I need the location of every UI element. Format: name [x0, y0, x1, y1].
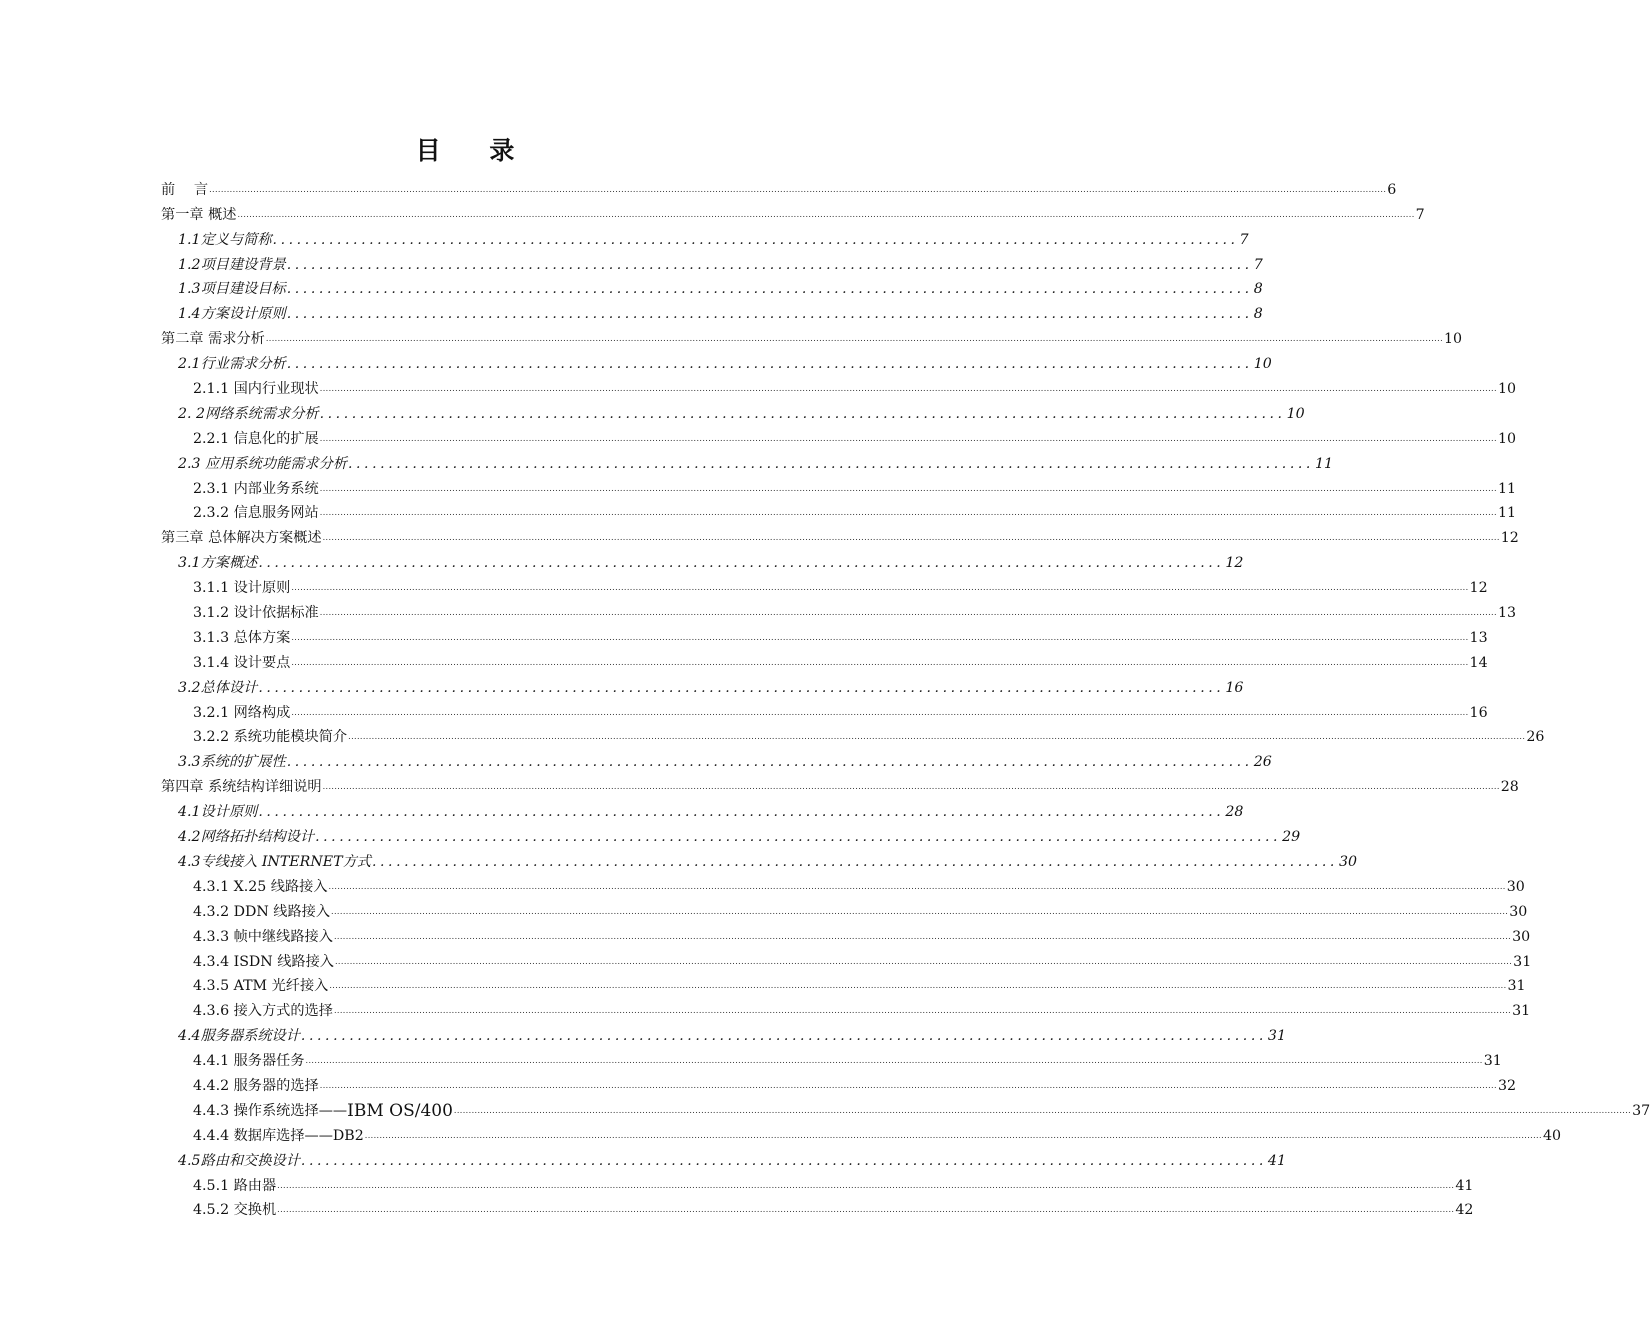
- toc-entry[interactable]: [161, 796, 1244, 821]
- dot-leader: ........................................................................................................................: [286, 306, 1253, 323]
- dot-leader: ................................................................................................................................................................................................................................................................................................................................................................................................................: [209, 184, 1387, 194]
- dot-leader: ........................................................................................................................: [286, 256, 1253, 273]
- dot-leader: ................................................................................................................................................................................................................................................................................................................................................................................................................: [291, 707, 1469, 717]
- toc-entry-page-number: 10: [1497, 381, 1516, 398]
- toc-entry-page-number: 7: [1415, 206, 1425, 223]
- toc-entry-page-number: 30: [1509, 903, 1528, 920]
- dot-leader: ........................................................................................................................: [315, 829, 1282, 846]
- toc-entry-title: 4.3.1 X.25 线路接入: [193, 878, 328, 895]
- toc-entry-page-number: 28: [1225, 804, 1244, 821]
- dot-leader: ................................................................................................................................................................................................................................................................................................................................................................................................................: [291, 583, 1469, 593]
- toc-entry[interactable]: [161, 174, 1397, 199]
- toc-entry-title: 第二章 需求分析: [161, 331, 265, 348]
- dot-leader: ................................................................................................................................................................................................................................................................................................................................................................................................................: [334, 956, 1513, 966]
- toc-entry-page-number: 31: [1483, 1053, 1502, 1070]
- dot-leader: ........................................................................................................................: [258, 555, 1225, 572]
- toc-entry[interactable]: [161, 622, 1488, 647]
- toc-entry-page-number: 26: [1526, 729, 1545, 746]
- toc-entry-page-number: 40: [1542, 1127, 1561, 1144]
- toc-entry-title: 4.3.6 接入方式的选择: [193, 1003, 333, 1020]
- toc-entry[interactable]: [161, 995, 1531, 1020]
- toc-entry[interactable]: [161, 871, 1525, 896]
- toc-entry[interactable]: [161, 722, 1545, 747]
- dot-leader: ................................................................................................................................................................................................................................................................................................................................................................................................................: [291, 657, 1469, 667]
- dot-leader: ........................................................................................................................: [258, 679, 1225, 696]
- dot-leader: ................................................................................................................................................................................................................................................................................................................................................................................................................: [322, 533, 1500, 543]
- dot-leader: ................................................................................................................................................................................................................................................................................................................................................................................................................: [328, 881, 1506, 891]
- toc-entry-title: 2.2.1 信息化的扩展: [193, 430, 319, 447]
- toc-entry[interactable]: [161, 373, 1516, 398]
- toc-entry-title: 4.3专线接入 INTERNET方式: [178, 853, 371, 870]
- toc-entry-title: 4.4.2 服务器的选择: [193, 1077, 319, 1094]
- dot-leader: ................................................................................................................................................................................................................................................................................................................................................................................................................: [277, 1180, 1455, 1190]
- toc-entry-page-number: 37: [1632, 1102, 1650, 1119]
- toc-entry-title-emphasis: IBM OS/400: [347, 1100, 453, 1121]
- dot-leader: ................................................................................................................................................................................................................................................................................................................................................................................................................: [237, 209, 1415, 219]
- dot-leader: ........................................................................................................................: [286, 356, 1253, 373]
- toc-entry[interactable]: [161, 498, 1516, 523]
- toc-entry-title: 3.1.3 总体方案: [193, 629, 291, 646]
- toc-entry-title: 1.4方案设计原则: [178, 306, 286, 323]
- toc-entry-page-number: 41: [1455, 1177, 1474, 1194]
- toc-entry[interactable]: [161, 448, 1334, 473]
- toc-entry-title: 3.1.2 设计依据标准: [193, 605, 319, 622]
- dot-leader: ................................................................................................................................................................................................................................................................................................................................................................................................................: [277, 1205, 1455, 1215]
- toc-entry-title: 3.2.1 网络构成: [193, 704, 291, 721]
- toc-entry[interactable]: [161, 746, 1272, 771]
- toc-entry-title: 4.5.1 路由器: [193, 1177, 277, 1194]
- toc-entry-page-number: 10: [1253, 356, 1272, 373]
- dot-leader: ........................................................................................................................: [272, 231, 1239, 248]
- toc-entry-title: 2.3 应用系统功能需求分析: [178, 455, 347, 472]
- toc-entry-page-number: 8: [1253, 306, 1263, 323]
- toc-entry-page-number: 13: [1469, 629, 1488, 646]
- dot-leader: ........................................................................................................................: [300, 1028, 1267, 1045]
- dot-leader: ................................................................................................................................................................................................................................................................................................................................................................................................................: [319, 508, 1497, 518]
- dot-leader: ................................................................................................................................................................................................................................................................................................................................................................................................................: [319, 483, 1497, 493]
- dot-leader: ................................................................................................................................................................................................................................................................................................................................................................................................................: [364, 1130, 1542, 1140]
- toc-entry-page-number: 29: [1282, 829, 1301, 846]
- dot-leader: ................................................................................................................................................................................................................................................................................................................................................................................................................: [305, 1056, 1483, 1066]
- toc-entry-page-number: 28: [1500, 779, 1519, 796]
- toc-entry[interactable]: [161, 298, 1263, 323]
- table-of-contents: [161, 174, 1650, 1219]
- toc-entry-title: 4.4.4 数据库选择——DB2: [193, 1127, 364, 1144]
- toc-entry-page-number: 7: [1239, 231, 1249, 248]
- toc-entry-title: 4.5.2 交换机: [193, 1202, 277, 1219]
- toc-entry[interactable]: [161, 473, 1516, 498]
- toc-entry-page-number: 12: [1469, 580, 1488, 597]
- toc-entry[interactable]: [161, 1095, 1650, 1121]
- toc-entry-page-number: 12: [1225, 555, 1244, 572]
- toc-entry[interactable]: [161, 1045, 1502, 1070]
- toc-entry-page-number: 31: [1513, 953, 1532, 970]
- dot-leader: ................................................................................................................................................................................................................................................................................................................................................................................................................: [291, 632, 1469, 642]
- toc-entry[interactable]: [161, 547, 1244, 572]
- toc-entry[interactable]: [161, 821, 1301, 846]
- dot-leader: ........................................................................................................................: [319, 405, 1286, 422]
- toc-entry[interactable]: [161, 1020, 1286, 1045]
- toc-entry-page-number: 26: [1253, 754, 1272, 771]
- toc-entry-title: 2. 2网络系统需求分析: [178, 405, 319, 422]
- toc-entry-title: 3.1.4 设计要点: [193, 654, 291, 671]
- dot-leader: ................................................................................................................................................................................................................................................................................................................................................................................................................: [348, 732, 1526, 742]
- dot-leader: ................................................................................................................................................................................................................................................................................................................................................................................................................: [319, 433, 1497, 443]
- toc-entry[interactable]: [161, 224, 1249, 249]
- dot-leader: ................................................................................................................................................................................................................................................................................................................................................................................................................: [319, 1080, 1497, 1090]
- toc-entry-title: 4.4.1 服务器任务: [193, 1053, 305, 1070]
- toc-entry[interactable]: [161, 249, 1263, 274]
- toc-entry-page-number: 7: [1253, 256, 1263, 273]
- toc-entry[interactable]: [161, 946, 1532, 971]
- toc-entry[interactable]: [161, 348, 1272, 373]
- toc-entry[interactable]: [161, 398, 1305, 423]
- toc-entry[interactable]: [161, 522, 1519, 547]
- toc-entry[interactable]: [161, 896, 1528, 921]
- toc-entry-title: 4.2网络拓扑结构设计: [178, 829, 315, 846]
- toc-entry[interactable]: [161, 199, 1425, 224]
- dot-leader: ................................................................................................................................................................................................................................................................................................................................................................................................................: [331, 906, 1509, 916]
- toc-entry-page-number: 41: [1267, 1152, 1286, 1169]
- toc-entry-title: 4.3.4 ISDN 线路接入: [193, 953, 334, 970]
- toc-entry-title: 4.4.3 操作系统选择——: [193, 1102, 348, 1119]
- toc-entry-title: 3.3系统的扩展性: [178, 754, 286, 771]
- dot-leader: ................................................................................................................................................................................................................................................................................................................................................................................................................: [319, 608, 1497, 618]
- toc-entry[interactable]: [161, 697, 1488, 722]
- dot-leader: ................................................................................................................................................................................................................................................................................................................................................................................................................: [319, 384, 1497, 394]
- toc-entry[interactable]: [161, 423, 1516, 448]
- toc-entry-title: 1.2项目建设背景: [178, 256, 286, 273]
- toc-entry-page-number: 16: [1225, 679, 1244, 696]
- toc-entry-title: 1.3项目建设目标: [178, 281, 286, 298]
- toc-entry[interactable]: [161, 846, 1358, 871]
- toc-entry-page-number: 32: [1497, 1077, 1516, 1094]
- toc-entry-page-number: 30: [1338, 853, 1358, 870]
- toc-entry-page-number: 16: [1469, 704, 1488, 721]
- toc-entry-title: 4.3.2 DDN 线路接入: [193, 903, 331, 920]
- toc-entry-title: 2.1行业需求分析: [178, 356, 286, 373]
- dot-leader: ................................................................................................................................................................................................................................................................................................................................................................................................................: [322, 782, 1500, 792]
- toc-entry-page-number: 11: [1497, 505, 1516, 522]
- toc-entry-page-number: 14: [1469, 654, 1488, 671]
- dot-leader: ................................................................................................................................................................................................................................................................................................................................................................................................................: [453, 1105, 1632, 1115]
- toc-entry-page-number: 30: [1512, 928, 1531, 945]
- toc-entry[interactable]: [161, 323, 1463, 348]
- toc-entry-title: 3.1方案概述: [178, 555, 258, 572]
- toc-entry-title: 4.3.3 帧中继线路接入: [193, 928, 333, 945]
- toc-entry[interactable]: [161, 1120, 1561, 1145]
- toc-entry[interactable]: [161, 572, 1488, 597]
- toc-entry-title: 前 言: [161, 181, 209, 198]
- toc-entry-title: 3.2.2 系统功能模块简介: [193, 729, 348, 746]
- dot-leader: ................................................................................................................................................................................................................................................................................................................................................................................................................: [329, 981, 1507, 991]
- toc-entry-title: 4.1设计原则: [178, 804, 258, 821]
- toc-entry-page-number: 10: [1497, 430, 1516, 447]
- toc-entry-page-number: 8: [1253, 281, 1263, 298]
- toc-entry-title: 4.4服务器系统设计: [178, 1028, 300, 1045]
- toc-entry-page-number: 6: [1387, 181, 1397, 198]
- dot-leader: ........................................................................................................................: [258, 804, 1225, 821]
- toc-entry-title: 2.3.1 内部业务系统: [193, 480, 319, 497]
- toc-entry[interactable]: [161, 921, 1531, 946]
- toc-entry-title: 3.1.1 设计原则: [193, 580, 291, 597]
- toc-entry[interactable]: [161, 1070, 1516, 1095]
- toc-entry-page-number: 11: [1314, 455, 1334, 472]
- toc-entry[interactable]: [161, 274, 1263, 299]
- toc-entry[interactable]: [161, 1195, 1474, 1220]
- toc-entry-title: 4.3.5 ATM 光纤接入: [193, 978, 329, 995]
- toc-entry-page-number: 11: [1497, 480, 1516, 497]
- dot-leader: ........................................................................................................................: [300, 1152, 1267, 1169]
- toc-entry-page-number: 42: [1455, 1202, 1474, 1219]
- dot-leader: ................................................................................................................................................................................................................................................................................................................................................................................................................: [333, 1006, 1512, 1016]
- toc-entry[interactable]: [161, 1170, 1474, 1195]
- toc-entry-page-number: 31: [1512, 1003, 1531, 1020]
- toc-entry-title: 1.1定义与简称: [178, 231, 272, 248]
- toc-entry[interactable]: [161, 971, 1526, 996]
- toc-entry-page-number: 31: [1267, 1028, 1286, 1045]
- toc-entry-title: 第三章 总体解决方案概述: [161, 530, 322, 547]
- toc-entry-page-number: 31: [1507, 978, 1526, 995]
- toc-entry-page-number: 12: [1500, 530, 1519, 547]
- page-title: 目 录: [415, 136, 535, 165]
- toc-entry-title: 2.1.1 国内行业现状: [193, 381, 319, 398]
- toc-entry-title: 4.5路由和交换设计: [178, 1152, 300, 1169]
- toc-entry[interactable]: [161, 771, 1519, 796]
- toc-entry-title: 第四章 系统结构详细说明: [161, 779, 322, 796]
- toc-entry-title: 第一章 概述: [161, 206, 237, 223]
- toc-entry[interactable]: [161, 647, 1488, 672]
- dot-leader: ................................................................................................................................................................................................................................................................................................................................................................................................................: [265, 334, 1444, 344]
- toc-entry-page-number: 10: [1444, 331, 1463, 348]
- dot-leader: ........................................................................................................................: [347, 455, 1314, 472]
- toc-entry-page-number: 10: [1286, 405, 1305, 422]
- toc-entry[interactable]: [161, 597, 1516, 622]
- dot-leader: ........................................................................................................................: [286, 281, 1253, 298]
- dot-leader: ................................................................................................................................................................................................................................................................................................................................................................................................................: [333, 931, 1512, 941]
- dot-leader: ........................................................................................................................: [371, 853, 1338, 870]
- toc-entry[interactable]: [161, 672, 1244, 697]
- toc-entry[interactable]: [161, 1145, 1286, 1170]
- toc-entry-page-number: 30: [1506, 878, 1525, 895]
- toc-entry-page-number: 13: [1497, 605, 1516, 622]
- dot-leader: ........................................................................................................................: [286, 754, 1253, 771]
- toc-entry-title: 2.3.2 信息服务网站: [193, 505, 319, 522]
- toc-entry-title: 3.2总体设计: [178, 679, 258, 696]
